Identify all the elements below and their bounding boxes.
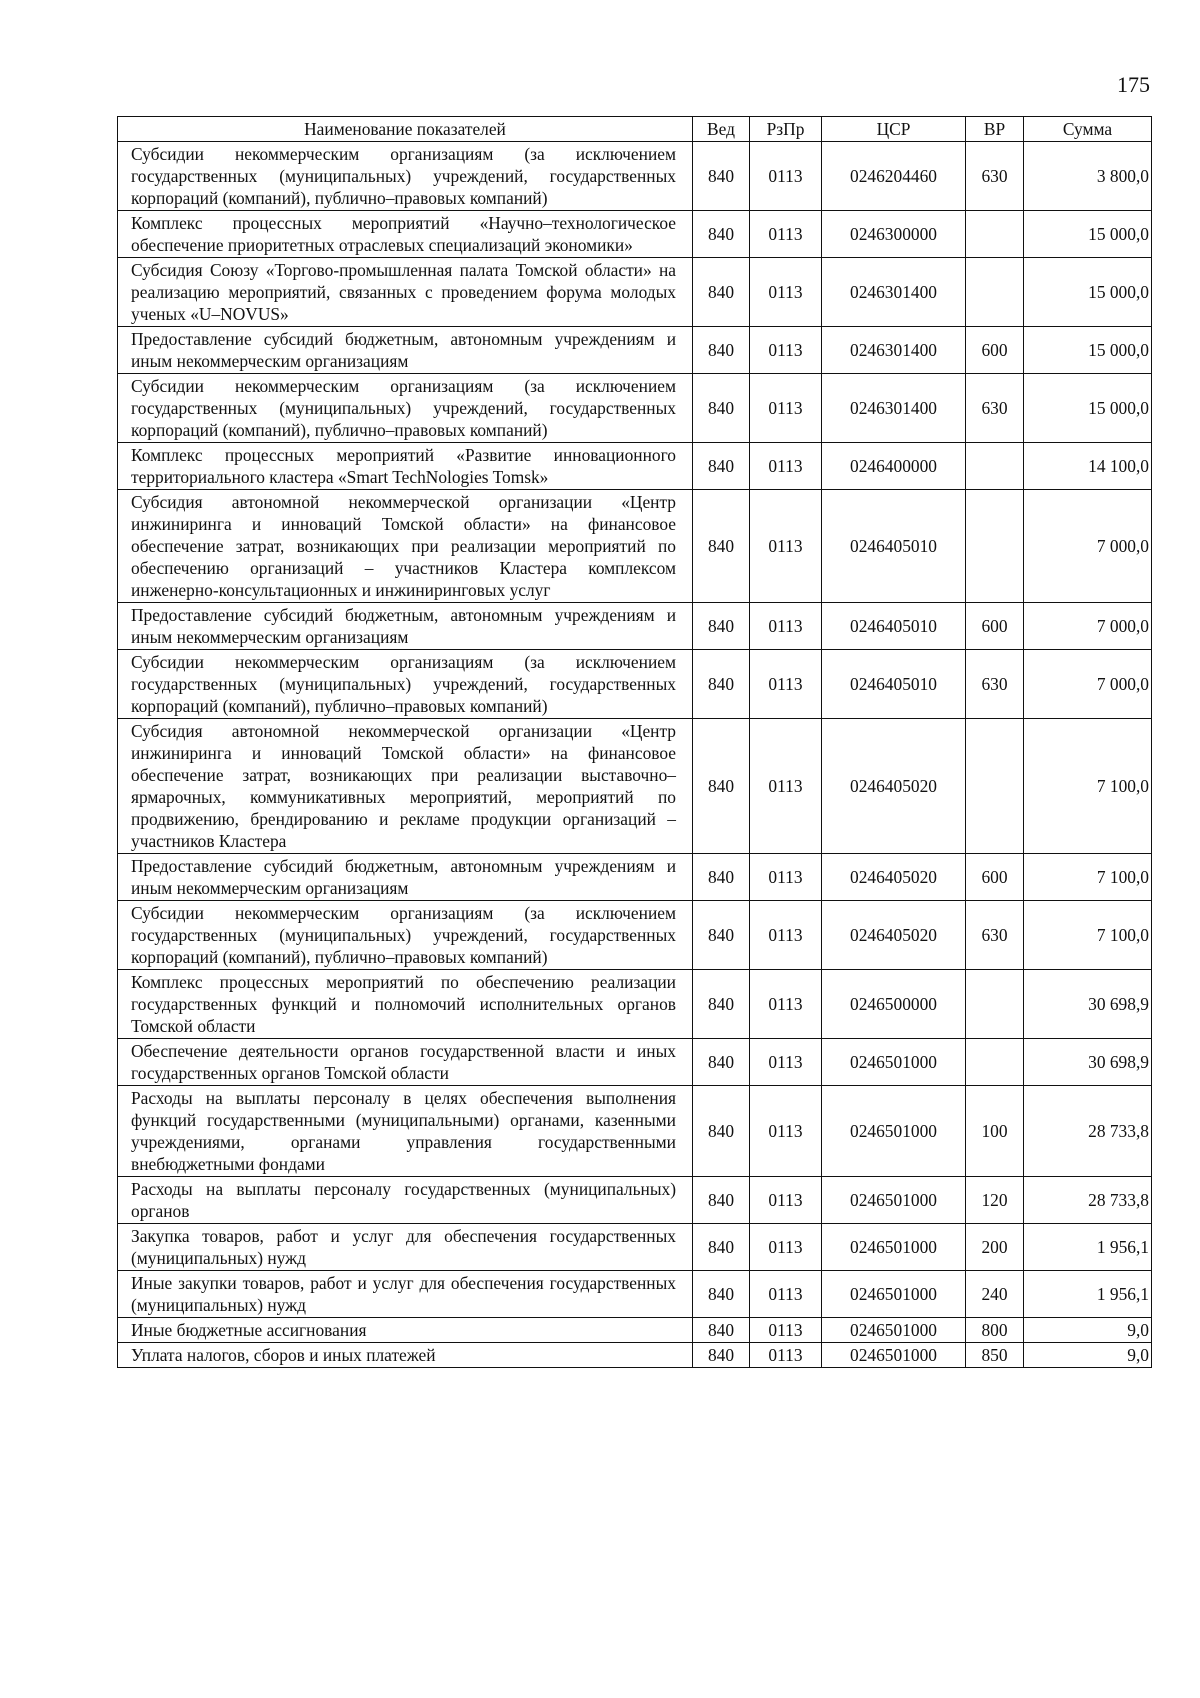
row-csr: 0246301400 — [822, 374, 966, 443]
row-sum: 7 100,0 — [1024, 719, 1152, 854]
row-sum: 9,0 — [1024, 1343, 1152, 1368]
header-sum: Сумма — [1024, 117, 1152, 142]
row-rzpr: 0113 — [750, 1039, 822, 1086]
row-rzpr: 0113 — [750, 854, 822, 901]
row-rzpr: 0113 — [750, 1343, 822, 1368]
row-csr: 0246405010 — [822, 603, 966, 650]
row-rzpr: 0113 — [750, 1177, 822, 1224]
row-sum: 15 000,0 — [1024, 211, 1152, 258]
row-ved: 840 — [693, 142, 750, 211]
row-csr: 0246405020 — [822, 901, 966, 970]
row-rzpr: 0113 — [750, 603, 822, 650]
row-rzpr: 0113 — [750, 650, 822, 719]
row-vr: 200 — [966, 1224, 1024, 1271]
row-ved: 840 — [693, 258, 750, 327]
row-rzpr: 0113 — [750, 374, 822, 443]
row-name: Предоставление субсидий бюджетным, автономным учреждениям и иным некоммерческим организациям — [118, 854, 693, 901]
row-name: Субсидия Союзу «Торгово-промышленная палата Томской области» на реализацию мероприятий, связанных с проведением форума молодых ученых «U–NOVUS» — [118, 258, 693, 327]
row-ved: 840 — [693, 854, 750, 901]
row-sum: 3 800,0 — [1024, 142, 1152, 211]
row-ved: 840 — [693, 374, 750, 443]
row-vr: 630 — [966, 142, 1024, 211]
row-name: Закупка товаров, работ и услуг для обеспечения государственных (муниципальных) нужд — [118, 1224, 693, 1271]
table-row — [118, 258, 1152, 327]
table-row — [118, 327, 1152, 374]
row-rzpr: 0113 — [750, 901, 822, 970]
table-row — [118, 1343, 1152, 1368]
row-name: Субсидия автономной некоммерческой организации «Центр инжиниринга и инноваций Томской области» на финансовое обеспечение затрат, возникающих при реализации мероприятий по обеспечению организаций – участников Кластера комплексом инженерно-консультационных и инжиниринговых услуг — [118, 490, 693, 603]
row-ved: 840 — [693, 719, 750, 854]
row-ved: 840 — [693, 490, 750, 603]
table-row — [118, 443, 1152, 490]
row-ved: 840 — [693, 1039, 750, 1086]
row-ved: 840 — [693, 443, 750, 490]
table-row — [118, 854, 1152, 901]
row-vr — [966, 258, 1024, 327]
row-rzpr: 0113 — [750, 443, 822, 490]
table-row — [118, 490, 1152, 603]
row-csr: 0246400000 — [822, 443, 966, 490]
row-sum: 30 698,9 — [1024, 970, 1152, 1039]
row-csr: 0246405010 — [822, 650, 966, 719]
row-sum: 28 733,8 — [1024, 1086, 1152, 1177]
row-sum: 28 733,8 — [1024, 1177, 1152, 1224]
row-vr: 120 — [966, 1177, 1024, 1224]
table-row — [118, 374, 1152, 443]
row-name: Субсидии некоммерческим организациям (за исключением государственных (муниципальных) учреждений, государственных корпораций (компаний), публично–правовых компаний) — [118, 142, 693, 211]
row-sum: 15 000,0 — [1024, 374, 1152, 443]
row-name: Иные закупки товаров, работ и услуг для обеспечения государственных (муниципальных) нужд — [118, 1271, 693, 1318]
row-csr: 0246405020 — [822, 854, 966, 901]
row-name: Обеспечение деятельности органов государственной власти и иных государственных органов Томской области — [118, 1039, 693, 1086]
row-ved: 840 — [693, 970, 750, 1039]
row-ved: 840 — [693, 1271, 750, 1318]
row-csr: 0246301400 — [822, 327, 966, 374]
table-row — [118, 1318, 1152, 1343]
header-csr: ЦСР — [822, 117, 966, 142]
row-vr: 100 — [966, 1086, 1024, 1177]
row-sum: 7 000,0 — [1024, 490, 1152, 603]
row-csr: 0246501000 — [822, 1224, 966, 1271]
row-ved: 840 — [693, 1318, 750, 1343]
row-name: Субсидии некоммерческим организациям (за исключением государственных (муниципальных) учреждений, государственных корпораций (компаний), публично–правовых компаний) — [118, 901, 693, 970]
row-name: Предоставление субсидий бюджетным, автономным учреждениям и иным некоммерческим организациям — [118, 603, 693, 650]
row-sum: 30 698,9 — [1024, 1039, 1152, 1086]
header-vr: ВР — [966, 117, 1024, 142]
row-name: Иные бюджетные ассигнования — [118, 1318, 693, 1343]
table-row — [118, 650, 1152, 719]
row-name: Комплекс процессных мероприятий «Развитие инновационного территориального кластера «Smart TechNologies Tomsk» — [118, 443, 693, 490]
row-name: Расходы на выплаты персоналу государственных (муниципальных) органов — [118, 1177, 693, 1224]
table-row — [118, 1177, 1152, 1224]
table-row — [118, 142, 1152, 211]
row-vr — [966, 211, 1024, 258]
row-vr — [966, 719, 1024, 854]
row-name: Предоставление субсидий бюджетным, автономным учреждениям и иным некоммерческим организациям — [118, 327, 693, 374]
table-row — [118, 603, 1152, 650]
row-name: Субсидия автономной некоммерческой организации «Центр инжиниринга и инноваций Томской области» на финансовое обеспечение затрат, возникающих при реализации выставочно–ярмарочных, коммуникативных мероприятий, мероприятий по продвижению, брендированию и рекламе продукции организаций – участников Кластера — [118, 719, 693, 854]
row-vr: 630 — [966, 650, 1024, 719]
row-sum: 7 100,0 — [1024, 901, 1152, 970]
row-ved: 840 — [693, 603, 750, 650]
row-sum: 15 000,0 — [1024, 258, 1152, 327]
row-csr: 0246501000 — [822, 1343, 966, 1368]
table-row — [118, 970, 1152, 1039]
row-ved: 840 — [693, 901, 750, 970]
row-vr: 600 — [966, 603, 1024, 650]
row-ved: 840 — [693, 1343, 750, 1368]
row-rzpr: 0113 — [750, 1224, 822, 1271]
row-rzpr: 0113 — [750, 258, 822, 327]
header-rzpr: РзПр — [750, 117, 822, 142]
row-ved: 840 — [693, 1177, 750, 1224]
row-csr: 0246501000 — [822, 1177, 966, 1224]
row-vr: 850 — [966, 1343, 1024, 1368]
row-csr: 0246405010 — [822, 490, 966, 603]
row-sum: 9,0 — [1024, 1318, 1152, 1343]
row-ved: 840 — [693, 1224, 750, 1271]
table-row — [118, 211, 1152, 258]
row-vr: 630 — [966, 374, 1024, 443]
table-header-row — [118, 117, 1152, 142]
row-rzpr: 0113 — [750, 970, 822, 1039]
row-sum: 1 956,1 — [1024, 1271, 1152, 1318]
row-csr: 0246501000 — [822, 1039, 966, 1086]
row-rzpr: 0113 — [750, 1086, 822, 1177]
table-row — [118, 1224, 1152, 1271]
row-sum: 7 000,0 — [1024, 650, 1152, 719]
row-ved: 840 — [693, 1086, 750, 1177]
row-vr: 800 — [966, 1318, 1024, 1343]
table-row — [118, 719, 1152, 854]
row-rzpr: 0113 — [750, 211, 822, 258]
row-vr — [966, 1039, 1024, 1086]
row-csr: 0246301400 — [822, 258, 966, 327]
row-vr: 600 — [966, 854, 1024, 901]
row-csr: 0246501000 — [822, 1086, 966, 1177]
row-vr — [966, 970, 1024, 1039]
table-row — [118, 1086, 1152, 1177]
row-name: Расходы на выплаты персоналу в целях обеспечения выполнения функций государственными (муниципальными) органами, казенными учреждениями, органами управления государственными внебюджетными фондами — [118, 1086, 693, 1177]
row-vr: 630 — [966, 901, 1024, 970]
row-name: Уплата налогов, сборов и иных платежей — [118, 1343, 693, 1368]
row-sum: 7 100,0 — [1024, 854, 1152, 901]
row-ved: 840 — [693, 650, 750, 719]
page-number: 175 — [1117, 72, 1150, 97]
row-csr: 0246300000 — [822, 211, 966, 258]
header-name: Наименование показателей — [118, 117, 693, 142]
row-ved: 840 — [693, 327, 750, 374]
row-name: Субсидии некоммерческим организациям (за исключением государственных (муниципальных) учреждений, государственных корпораций (компаний), публично–правовых компаний) — [118, 650, 693, 719]
row-vr: 600 — [966, 327, 1024, 374]
row-rzpr: 0113 — [750, 490, 822, 603]
row-csr: 0246501000 — [822, 1271, 966, 1318]
table-row — [118, 1271, 1152, 1318]
row-sum: 15 000,0 — [1024, 327, 1152, 374]
row-sum: 14 100,0 — [1024, 443, 1152, 490]
row-name: Субсидии некоммерческим организациям (за исключением государственных (муниципальных) учреждений, государственных корпораций (компаний), публично–правовых компаний) — [118, 374, 693, 443]
row-csr: 0246501000 — [822, 1318, 966, 1343]
row-vr — [966, 443, 1024, 490]
row-rzpr: 0113 — [750, 719, 822, 854]
row-csr: 0246204460 — [822, 142, 966, 211]
budget-table — [117, 116, 1152, 1368]
row-rzpr: 0113 — [750, 327, 822, 374]
row-vr: 240 — [966, 1271, 1024, 1318]
row-name: Комплекс процессных мероприятий «Научно–технологическое обеспечение приоритетных отраслевых специализаций экономики» — [118, 211, 693, 258]
row-rzpr: 0113 — [750, 142, 822, 211]
header-ved: Вед — [693, 117, 750, 142]
row-name: Комплекс процессных мероприятий по обеспечению реализации государственных функций и полномочий исполнительных органов Томской области — [118, 970, 693, 1039]
row-ved: 840 — [693, 211, 750, 258]
table-row — [118, 901, 1152, 970]
row-rzpr: 0113 — [750, 1318, 822, 1343]
row-csr: 0246500000 — [822, 970, 966, 1039]
row-csr: 0246405020 — [822, 719, 966, 854]
row-sum: 7 000,0 — [1024, 603, 1152, 650]
row-sum: 1 956,1 — [1024, 1224, 1152, 1271]
table-row — [118, 1039, 1152, 1086]
row-vr — [966, 490, 1024, 603]
row-rzpr: 0113 — [750, 1271, 822, 1318]
